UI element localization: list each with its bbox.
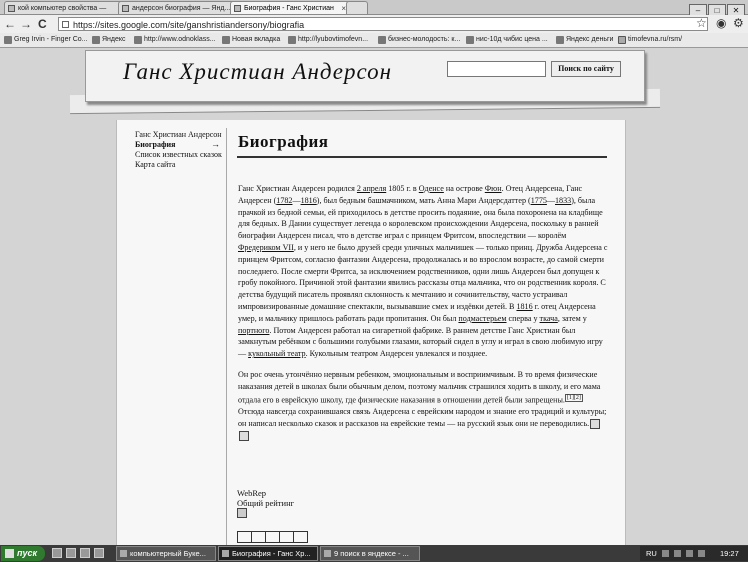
bookmark-item[interactable] bbox=[4, 33, 88, 47]
rating-cell[interactable] bbox=[237, 531, 252, 543]
bookmark-icon bbox=[378, 36, 386, 44]
text: — bbox=[292, 195, 301, 205]
wrench-icon[interactable]: ⚙ bbox=[733, 16, 744, 30]
broken-image-icon bbox=[239, 431, 249, 441]
text: . Отец Андерсена, Ганс Андерсен ( bbox=[238, 184, 583, 205]
bookmark-item[interactable] bbox=[556, 33, 613, 47]
rating-cell[interactable] bbox=[265, 531, 280, 543]
maximize-button[interactable]: □ bbox=[708, 4, 726, 16]
clock[interactable]: 19:27 bbox=[720, 549, 739, 558]
site-search-input[interactable] bbox=[447, 61, 546, 77]
taskbar-item-label: 9 поиск в яндексе - ... bbox=[334, 549, 409, 558]
bookmark-icon bbox=[466, 36, 474, 44]
new-tab-button[interactable] bbox=[346, 1, 368, 14]
page-title: Биография bbox=[238, 132, 329, 151]
bookmark-label: timofevna.ru/rsm/ bbox=[628, 36, 683, 43]
bookmark-icon bbox=[4, 36, 12, 44]
bookmark-label: нис-10д чибис цена ... bbox=[476, 36, 548, 43]
tab-title: кой компьютер свойства — bbox=[18, 5, 107, 12]
text: сперва у bbox=[506, 313, 540, 323]
text: . Потом Андерсен работал на сигаретной фабрике. В раннем детстве Ганс Христиан был замкнутым ребёнком с большими голубыми глазами, который сидел в углу и играл в свою любимую игру — bbox=[238, 325, 603, 359]
taskbar-item-label: компьютерный Буке... bbox=[130, 549, 206, 558]
bookmark-label: Новая вкладка bbox=[232, 36, 281, 43]
quicklaunch-icon[interactable] bbox=[66, 548, 76, 558]
browser-toolbar bbox=[0, 15, 748, 33]
language-indicator[interactable]: RU bbox=[646, 549, 657, 558]
link-odense[interactable]: Оденсе bbox=[418, 184, 444, 193]
text: Ганс Христиан Андерсен родился bbox=[238, 184, 357, 193]
bookmark-label: Яндекс bbox=[102, 36, 126, 43]
taskbar-item[interactable] bbox=[116, 546, 216, 561]
close-icon[interactable]: × bbox=[341, 4, 346, 13]
url-text: https://sites.google.com/site/ganshristiandersony/biografia bbox=[73, 20, 305, 30]
windows-taskbar bbox=[0, 545, 748, 562]
link-year[interactable]: 1775 bbox=[530, 195, 547, 205]
title-underline bbox=[237, 156, 607, 158]
volume-icon[interactable] bbox=[698, 550, 705, 557]
text: , затем у bbox=[557, 313, 587, 323]
reload-button[interactable]: C bbox=[38, 17, 47, 31]
tab-favicon bbox=[234, 5, 241, 12]
taskbar-item[interactable] bbox=[320, 546, 420, 561]
sidebar-item-sitemap[interactable]: Карта сайта bbox=[135, 160, 176, 169]
system-tray bbox=[640, 546, 748, 561]
tray-icon[interactable] bbox=[662, 550, 669, 557]
chrome-icon bbox=[324, 550, 331, 557]
yandex-icon bbox=[556, 36, 564, 44]
bookmark-icon bbox=[134, 36, 142, 44]
tray-icon[interactable] bbox=[686, 550, 693, 557]
close-window-button[interactable]: ✕ bbox=[727, 4, 745, 16]
tab-favicon bbox=[8, 5, 15, 12]
broken-image-icon bbox=[590, 419, 600, 429]
sidebar-item-biography[interactable] bbox=[135, 140, 225, 149]
link-year[interactable]: 1816 bbox=[300, 195, 317, 205]
webrep-label: WebRep bbox=[237, 488, 267, 498]
bookmark-label: Greg Irvin - Finger Co... bbox=[14, 36, 88, 43]
star-icon[interactable]: ☆ bbox=[696, 16, 707, 30]
tab-title: андерсон биография — Янд... bbox=[132, 5, 231, 12]
start-label: пуск bbox=[17, 548, 38, 558]
link-tailor[interactable]: портного bbox=[238, 325, 270, 335]
back-button[interactable]: ← bbox=[4, 17, 16, 31]
tab-strip bbox=[0, 0, 748, 15]
taskbar-item[interactable] bbox=[218, 546, 318, 561]
link-year[interactable]: 1833 bbox=[555, 195, 572, 205]
sidebar-nav bbox=[135, 130, 225, 170]
rating-cell[interactable] bbox=[279, 531, 294, 543]
site-search-button[interactable]: Поиск по сайту bbox=[551, 61, 621, 77]
broken-image-icon bbox=[237, 508, 247, 518]
tab-2[interactable] bbox=[118, 1, 244, 14]
quicklaunch-icon[interactable] bbox=[52, 548, 62, 558]
bookmark-icon bbox=[222, 36, 230, 44]
link-year[interactable]: 1816 bbox=[516, 301, 533, 311]
webrep-widget bbox=[237, 488, 294, 520]
paragraph-1 bbox=[238, 183, 610, 360]
text: на острове bbox=[443, 184, 485, 193]
address-bar[interactable] bbox=[58, 17, 708, 31]
bookmark-item[interactable] bbox=[618, 33, 682, 47]
quicklaunch-icon[interactable] bbox=[80, 548, 90, 558]
link-frederik[interactable]: Фредериком VII bbox=[238, 242, 294, 252]
sidebar-item-tales[interactable]: Список известных сказок bbox=[135, 150, 222, 159]
tab-3[interactable] bbox=[230, 1, 350, 14]
page-viewport bbox=[0, 48, 748, 545]
link-puppet-theatre[interactable]: кукольный театр bbox=[248, 349, 306, 359]
yandex-icon bbox=[92, 36, 100, 44]
article-body bbox=[238, 183, 610, 450]
bookmark-item[interactable] bbox=[222, 33, 280, 47]
sidebar-item-home[interactable]: Ганс Христиан Андерсон bbox=[135, 130, 222, 139]
minimize-button[interactable]: – bbox=[689, 4, 707, 16]
link-year[interactable]: 1782 bbox=[276, 195, 293, 205]
extension-icon[interactable]: ◉ bbox=[716, 16, 727, 30]
sidebar-divider bbox=[226, 128, 227, 545]
link-date[interactable]: 2 апреля bbox=[356, 184, 387, 193]
sidebar-item-label: Биография bbox=[135, 140, 176, 149]
link-apprentice[interactable]: подмастерьем bbox=[458, 313, 507, 323]
quicklaunch-icon[interactable] bbox=[94, 548, 104, 558]
rating-label: Общий рейтинг bbox=[237, 498, 295, 508]
taskbar-item-label: Биография - Ганс Хр... bbox=[232, 549, 311, 558]
text: . Кукольным театром Андерсен увлекался и позднее. bbox=[305, 349, 488, 359]
bookmark-item[interactable] bbox=[288, 33, 368, 47]
text: Отсюда навсегда сохранившаяся связь Андерсена с еврейским народом и знание его традиций и культуры; он написал несколько сказок и рассказов на еврейские темы — на русский язык они не переводились. bbox=[238, 407, 607, 428]
bookmark-label: http://www.odnoklass... bbox=[144, 36, 216, 43]
text: — bbox=[546, 195, 555, 205]
text: , и у него не было друзей среди уличных мальчишек — только принц. Дружба Андерсена с принцем Фритсом, согласно фантазии Андерсена, продолжалась и во взрослом возрасте, до самой смерти последнего. После смерти Фритса, за исключением родственников, одни лишь Андерсен был допущен к гробу покойного. Причиной этой фантазии явились рассказы отца мальчика, что он родственник короля. С детства будущий писатель проявлял склонность к мечтанию и сочинительству, часто устраивал импровизированные домашние спектакли, вызывавшие смех и издёвки детей. В bbox=[238, 242, 608, 311]
tray-icon[interactable] bbox=[674, 550, 681, 557]
folder-icon bbox=[120, 550, 127, 557]
folder-icon bbox=[618, 36, 626, 44]
text: г. отец Андерсена умер, и мальчику пришлось работать ради пропитания. Он был bbox=[238, 301, 596, 323]
site-title[interactable]: Ганс Христиан Андерсон bbox=[123, 59, 393, 84]
tab-favicon bbox=[122, 5, 129, 12]
text: ), была прачкой из бедной семьи, ей приходилось в детстве просить подаяние, она была похоронена на кладбище для бедных. В Дании существует легенда о королевском происхождении Андерсена, поскольку в ранней биографии Андерсен писал, что в детстве играл с принцем Фритсом, впоследствии — королём bbox=[238, 195, 603, 241]
text: Он рос очень утончённо нервным ребенком, эмоциональным и восприимчивым. В то время физические наказания детей в школах были обычным делом, поэтому мальчик страшился ходить в школу, и его мама отдала его в еврейскую школу, где физические наказания в отношении детей были запрещены. bbox=[238, 369, 601, 405]
text: ), был бедным башмачником, мать Анна Мари Андерсдаттер ( bbox=[316, 195, 531, 205]
windows-logo-icon bbox=[5, 549, 14, 558]
rating-cell[interactable] bbox=[293, 531, 308, 543]
link-weaver[interactable]: ткача bbox=[539, 313, 558, 323]
footnote-ref[interactable]: [1][2] bbox=[566, 394, 581, 401]
start-button[interactable] bbox=[1, 546, 45, 561]
bookmark-item[interactable] bbox=[466, 33, 548, 47]
bookmark-label: http://lyubovtimofevn... bbox=[298, 36, 369, 43]
bookmark-item[interactable] bbox=[134, 33, 216, 47]
bookmark-item[interactable] bbox=[378, 33, 460, 47]
paragraph-2 bbox=[238, 369, 610, 441]
tab-1[interactable] bbox=[4, 1, 130, 14]
chrome-icon bbox=[222, 550, 229, 557]
bookmark-label: Яндекс деньги bbox=[566, 36, 614, 43]
link-funen[interactable]: Фюн bbox=[484, 184, 502, 193]
bookmark-label: бизнес-молодость: к... bbox=[388, 36, 461, 43]
bookmarks-bar bbox=[0, 33, 748, 48]
bookmark-icon bbox=[288, 36, 296, 44]
window-controls bbox=[688, 0, 748, 14]
lock-icon bbox=[62, 21, 69, 28]
rating-grid bbox=[237, 530, 307, 545]
bookmark-item[interactable] bbox=[92, 33, 126, 47]
text: 1805 г. в bbox=[386, 184, 419, 193]
forward-button[interactable]: → bbox=[20, 17, 32, 31]
arrow-right-icon: → bbox=[211, 139, 220, 149]
tab-title: Биография - Ганс Христиан bbox=[244, 5, 334, 12]
rating-cell[interactable] bbox=[251, 531, 266, 543]
